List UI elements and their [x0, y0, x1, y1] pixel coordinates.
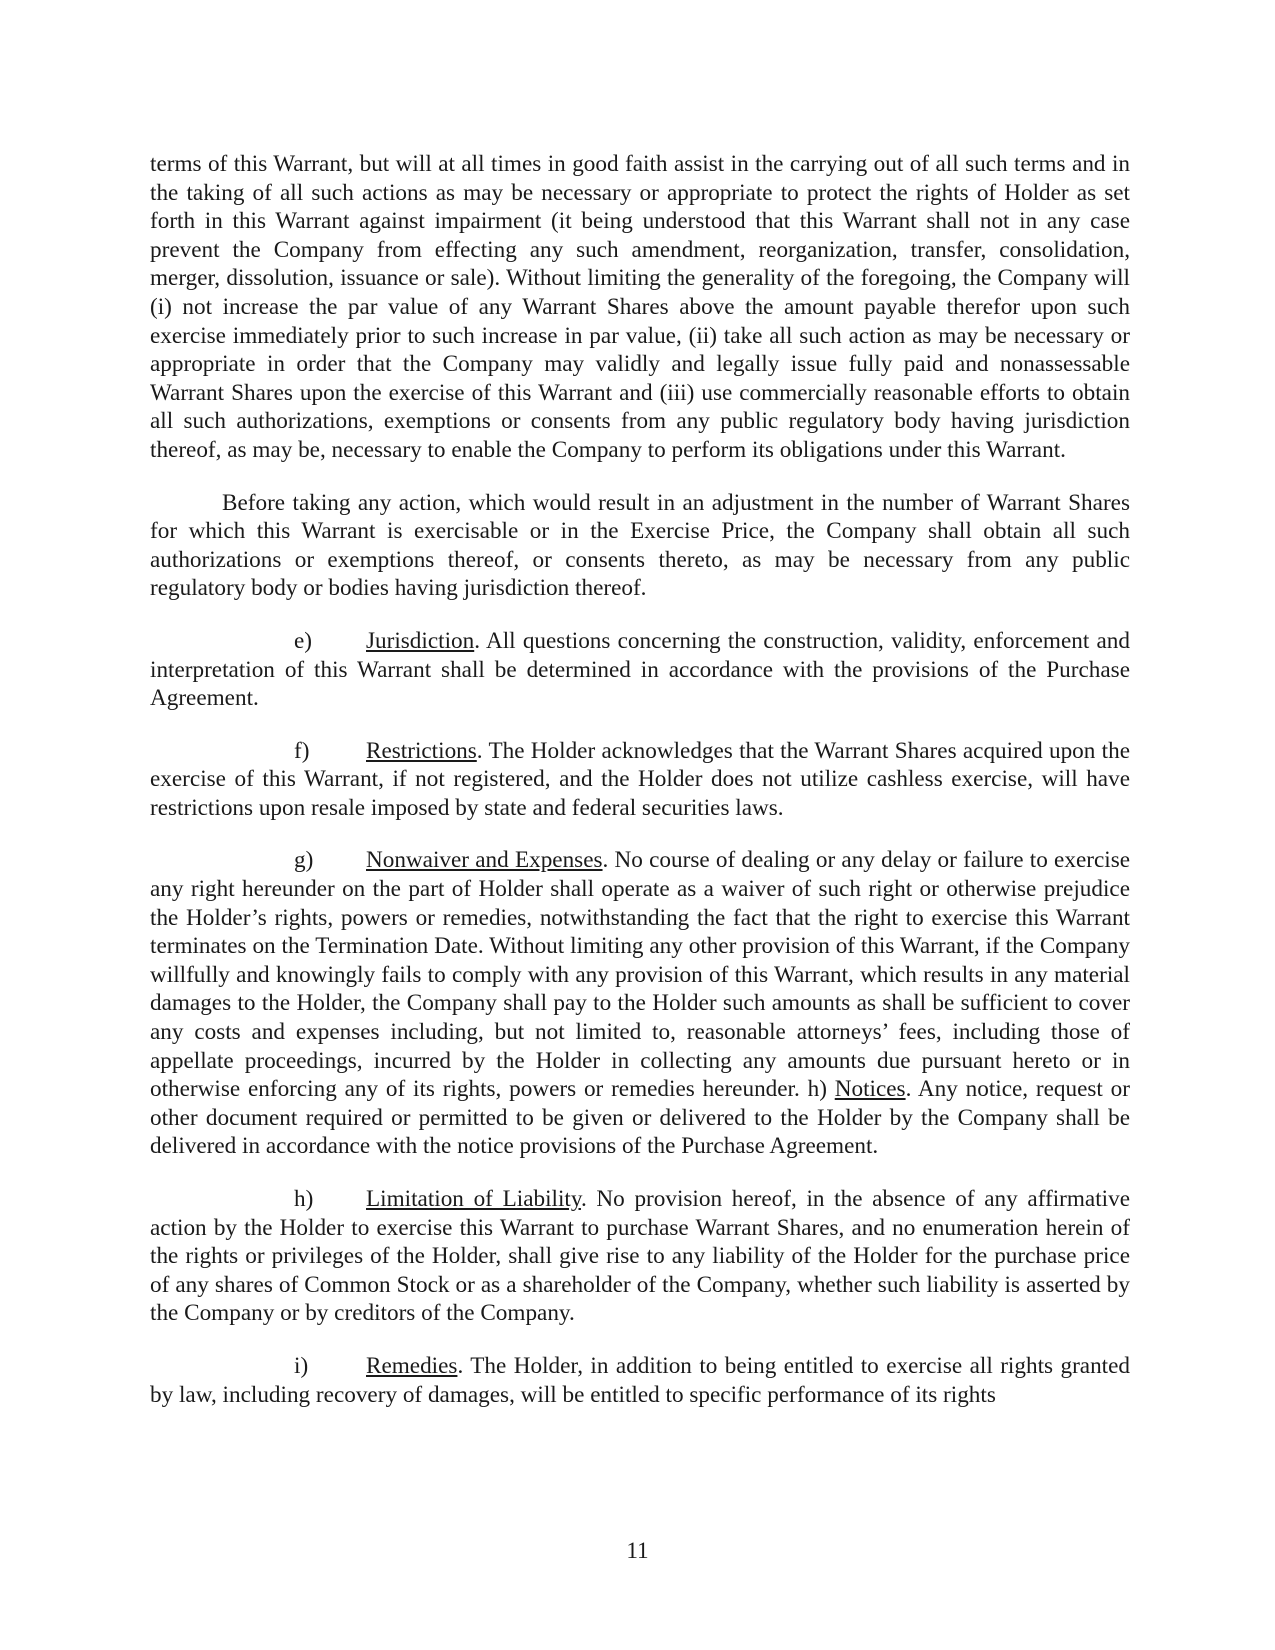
section-heading: Nonwaiver and Expenses	[366, 847, 603, 874]
section-heading: Limitation of Liability	[366, 1186, 581, 1212]
section-h-limitation-of-liability	[150, 1185, 1130, 1328]
section-text: . The Holder acknowledges that the Warrant Shares acquired upon the exercise of this Warrant, if not registered, and the Holder does not utilize cashless exercise, will have restrictions upon resale imposed by state and federal securities laws.	[150, 737, 1130, 821]
document-page	[150, 150, 1130, 1433]
section-marker: g)	[294, 847, 314, 874]
inline-section-text: . Any notice, request or other document required or permitted to be given or delivered to the Holder by the Company shall be delivered in accordance with the notice provisions of the Purchase Agreement.	[150, 1076, 1130, 1160]
section-g-nonwaiver-and-expenses	[150, 846, 1130, 1161]
section-e-jurisdiction	[150, 627, 1130, 713]
inline-section-heading-notices: Notices	[834, 1076, 906, 1103]
paragraph-continuation: terms of this Warrant, but will at all times in good faith assist in the carrying out of all such terms and in the taking of all such actions as may be necessary or appropriate to protect the rights of Holder as set forth in this Warrant against impairment (it being understood that this Warrant shall not in any case prevent the Company from effecting any such amendment, reorganization, transfer, consolidation, merger, dissolution, issuance or sale). Without limiting the generality of the foregoing, the Company will (i) not increase the par value of any Warrant Shares above the amount payable therefor upon such exercise immediately prior to such increase in par value, (ii) take all such action as may be necessary or appropriate in order that the Company may validly and legally issue fully paid and nonassessable Warrant Shares upon the exercise of this Warrant and (iii) use commercially reasonable efforts to obtain all such authorizations, exemptions or consents from any public regulatory body having jurisdiction thereof, as may be, necessary to enable the Company to perform its obligations under this Warrant.	[150, 151, 1130, 463]
section-heading: Restrictions	[366, 737, 477, 764]
section-heading: Jurisdiction	[366, 627, 475, 654]
section-marker: h)	[294, 1186, 314, 1212]
section-marker: f)	[294, 737, 310, 764]
page-number: 11	[626, 1538, 649, 1564]
section-i-remedies	[150, 1352, 1130, 1409]
section-text: . No provision hereof, in the absence of any affirmative action by the Holder to exercise this Warrant to purchase Warrant Shares, and no enumeration herein of the rights or privileges of the Holder, shall give rise to any liability of the Holder for the purchase price of any shares of Common Stock or as a shareholder of the Company, whether such liability is asserted by the Company or by creditors of the Company.	[150, 1186, 1130, 1327]
section-marker: i)	[294, 1352, 309, 1379]
section-text: . No course of dealing or any delay or failure to exercise any right hereunder on the part of Holder shall operate as a waiver of such right or otherwise prejudice the Holder’s rights, powers or remedies, notwithstanding the fact that the right to exercise this Warrant terminates on the Termination Date. Without limiting any other provision of this Warrant, if the Company willfully and knowingly fails to comply with any provision of this Warrant, which results in any material damages to the Holder, the Company shall pay to the Holder such amounts as shall be sufficient to cover any costs and expenses including, but not limited to, reasonable attorneys’ fees, including those of appellate proceedings, incurred by the Holder in collecting any amounts due pursuant hereto or in otherwise enforcing any of its rights, powers or remedies hereunder. h)	[150, 847, 1131, 1103]
section-marker: e)	[294, 627, 313, 654]
paragraph-adjustment-authorizations: Before taking any action, which would result in an adjustment in the number of Warrant Shares for which this Warrant is exercisable or in the Exercise Price, the Company shall obtain all such authorizations or exemptions thereof, or consents thereto, as may be necessary from any public regulatory body or bodies having jurisdiction thereof.	[150, 489, 1130, 602]
section-f-restrictions	[150, 737, 1130, 823]
section-text: . The Holder, in addition to being entitled to exercise all rights granted by law, including recovery of damages, will be entitled to specific performance of its rights	[150, 1352, 1130, 1408]
section-text: . All questions concerning the construction, validity, enforcement and interpretation of this Warrant shall be determined in accordance with the provisions of the Purchase Agreement.	[150, 627, 1130, 712]
section-heading: Remedies	[366, 1352, 458, 1379]
